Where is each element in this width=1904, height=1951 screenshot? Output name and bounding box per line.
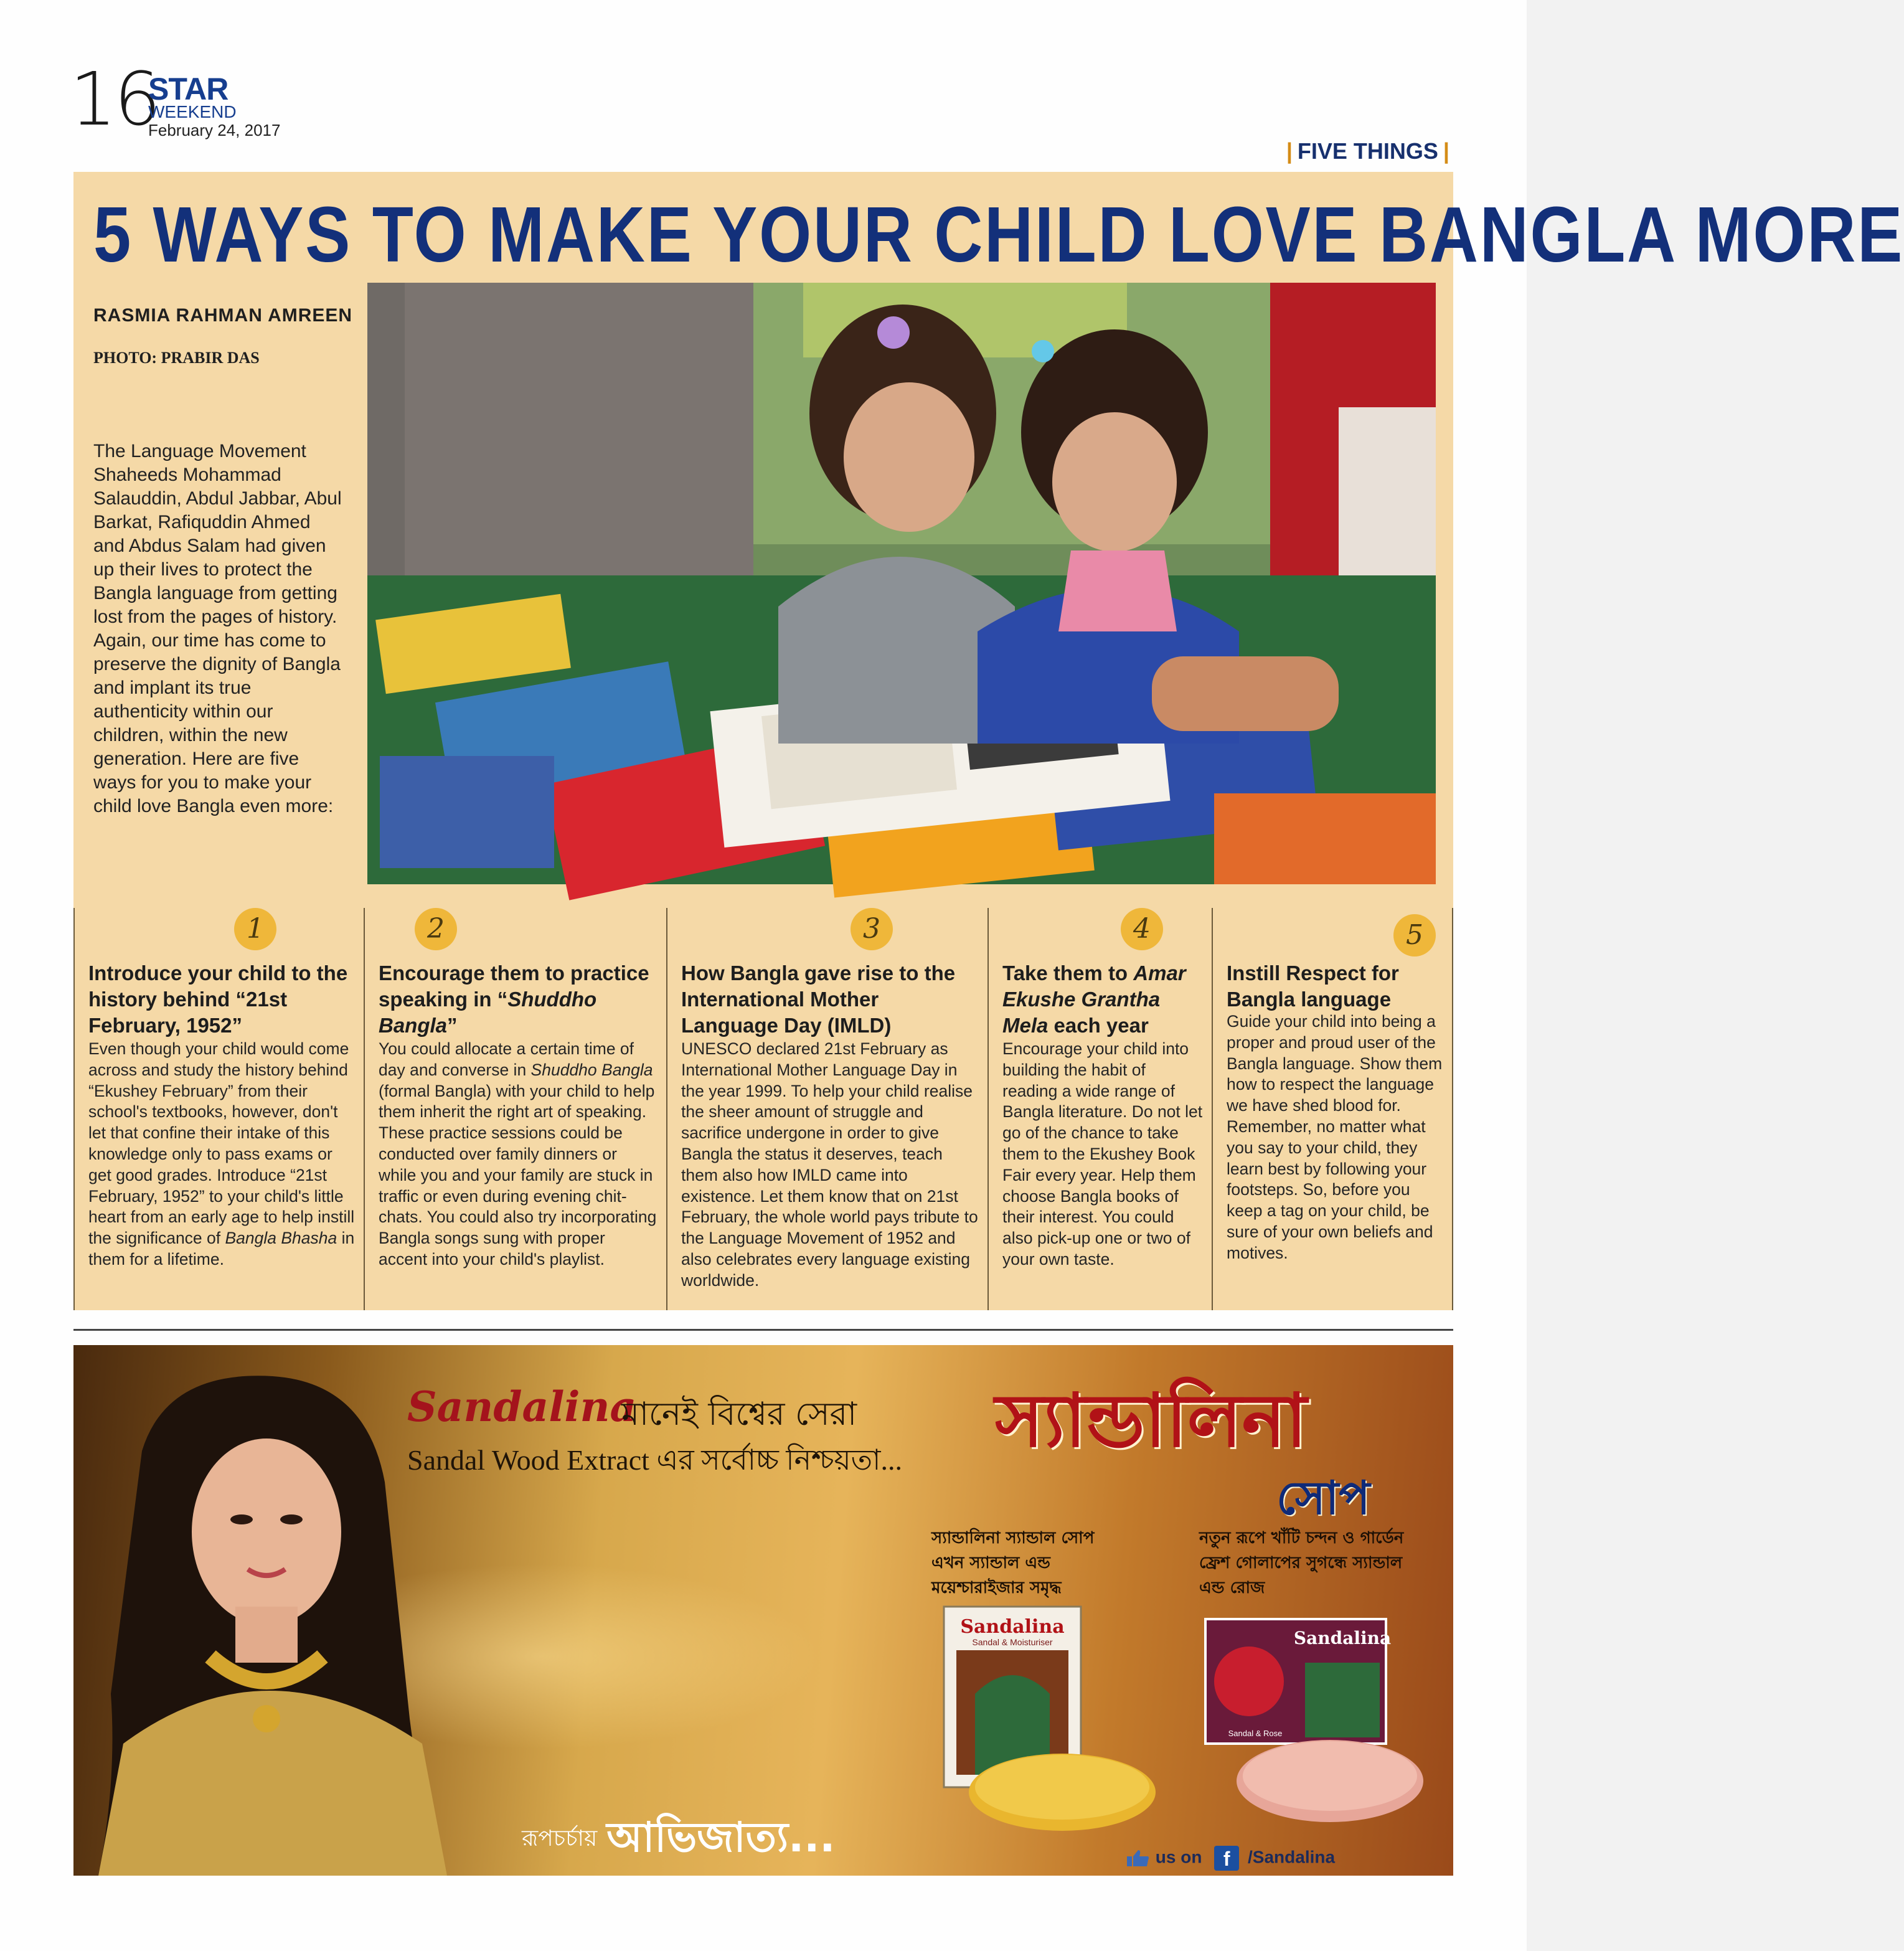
publication-subtitle: WEEKEND [148,102,237,121]
rose-icon [1214,1646,1284,1716]
thing-body: You could allocate a certain time of day and converse in Shuddho Bangla (formal Bangla) with your child to help them inherit the right art of speaking. These practice sessions could be conducted over family dinners or while you and your family are stuck in traffic or even during evening chit-chats. You could also try incorporating Bangla songs sung with proper accent into your child's playlist. [379,1039,657,1268]
soap-label: সোপ [1276,1472,1370,1525]
slogan [522,1806,835,1874]
social-link[interactable] [1126,1846,1335,1871]
photo-credit: PHOTO: PRABIR DAS [93,349,260,367]
sandalina-advertisement [73,1345,1453,1876]
thing-2 [364,908,666,1310]
children-reading-photo [367,283,1436,884]
product-copy-rose: নতুন রূপে খাঁটি চন্দন ও গার্ডেন ফ্রেশ গোলাপের সুগন্ধে স্যান্ডাল এন্ড রোজ [1199,1529,1404,1597]
slogan-large: আভিজাত্য... [606,1813,836,1861]
five-things-columns [73,908,1453,1310]
pack1-subtitle: Sandal & Moisturiser [972,1637,1053,1647]
thing-title: Take them to Amar Ekushe Grantha Mela each year [1002,961,1186,1037]
thing-number-badge: 4 [1121,908,1163,950]
thing-number-badge: 2 [415,908,457,950]
masthead [148,73,280,138]
byline: RASMIA RAHMAN AMREEN [93,305,353,326]
page-number: 16 [70,56,159,142]
pack2-brand: Sandalina [1293,1628,1392,1648]
thing-body: Guide your child into being a proper and proud user of the Bangla language. Show them how to respect the language we have shed blood for. Remember, no matter what you say to your child, they learn best by following your footsteps. So, before you keep a tag on your child, be sure of your own beliefs and motives. [1227,1012,1443,1262]
facebook-icon: f [1214,1846,1239,1871]
tagline-extract: Sandal Wood Extract এর সর্বোচ্চ নিশ্চয়তা... [407,1444,902,1476]
section-tag: | FIVE THINGS | [1286,138,1449,164]
brand-name-bangla: স্যান্ডালিনা [995,1377,1308,1463]
headline: 5 WAYS TO MAKE YOUR CHILD LOVE BANGLA MORE [93,191,1904,278]
divider [73,1329,1453,1331]
thing-body: Even though your child would come across and study the history behind “Ekushey February” from their school's textbooks, however, don't let that confine their intake of this knowledge only to pass exams or get good grades. Introduce “21st February, 1952” to your child's little heart from an early age to help instill the significance of Bangla Bhasha in them for a lifetime. [88,1039,355,1268]
thing-body: Encourage your child into building the habit of reading a wide range of Bangla literature. Do not let go of the chance to take them to the Ekushey Book Fair every year. Help them choose Bangla books of their interest. You could also pick-up one or two of your own taste. [1002,1039,1203,1268]
social-prefix: us on [1155,1847,1202,1867]
thing-4 [987,908,1212,1310]
like-icon [1126,1849,1151,1868]
thing-title: Introduce your child to the history behind “21st February, 1952” [88,961,348,1037]
product-copy-moisturiser: স্যান্ডালিনা স্যান্ডাল সোপ এখন স্যান্ডাল এন্ড ময়েশ্চারাইজার সমৃদ্ধ [931,1529,1095,1597]
thing-number-badge: 5 [1393,914,1436,957]
thing-3 [666,908,987,1310]
thing-5 [1212,908,1453,1310]
issue-date: February 24, 2017 [148,121,281,139]
pack2-subtitle: Sandal & Rose [1228,1729,1283,1738]
thing-title: Instill Respect for Bangla language [1227,961,1399,1011]
article [73,172,1904,1310]
slogan-small: রূপচর্চায় [522,1826,598,1851]
tagline-bangla: মানেই বিশ্বের সেরা [621,1396,857,1433]
thing-number-badge: 3 [851,908,893,950]
publication-title: STAR [148,72,229,106]
thing-title: How Bangla gave rise to the International Mother Language Day (IMLD) [681,961,956,1037]
social-handle: /Sandalina [1248,1847,1336,1867]
thing-1 [73,908,364,1310]
article-photo [367,283,1436,884]
thing-body: UNESCO declared 21st February as International Mother Language Day in the year 1999. To help your child realise the sheer amount of struggle and sacrifice undergone in order to give Bangla the status it deserves, teach them also how IMLD came into existence. Let them know that on 21st February, the whole world pays tribute to the Language Movement of 1952 and also celebrates every language existing worldwide. [681,1039,978,1290]
pack1-brand: Sandalina [960,1616,1065,1638]
product-packshots [931,1594,1442,1843]
intro-paragraph: The Language Movement Shaheeds Mohammad Salauddin, Abdul Jabbar, Abul Barkat, Rafiquddin Ahmed and Abdus Salam had given up their lives to protect the Bangla language from getting lost from the pages of history. Again, our time has come to preserve the dignity of Bangla and implant its true authenticity within our children, within the new generation. Here are five ways for you to make your child love Bangla even more: [93,441,342,816]
section-label: FIVE THINGS [1297,138,1438,164]
brand-name-english: Sandalina [407,1382,637,1431]
thing-title: Encourage them to practice speaking in “Shuddho Bangla” [379,961,649,1037]
thing-number-badge: 1 [234,908,276,950]
